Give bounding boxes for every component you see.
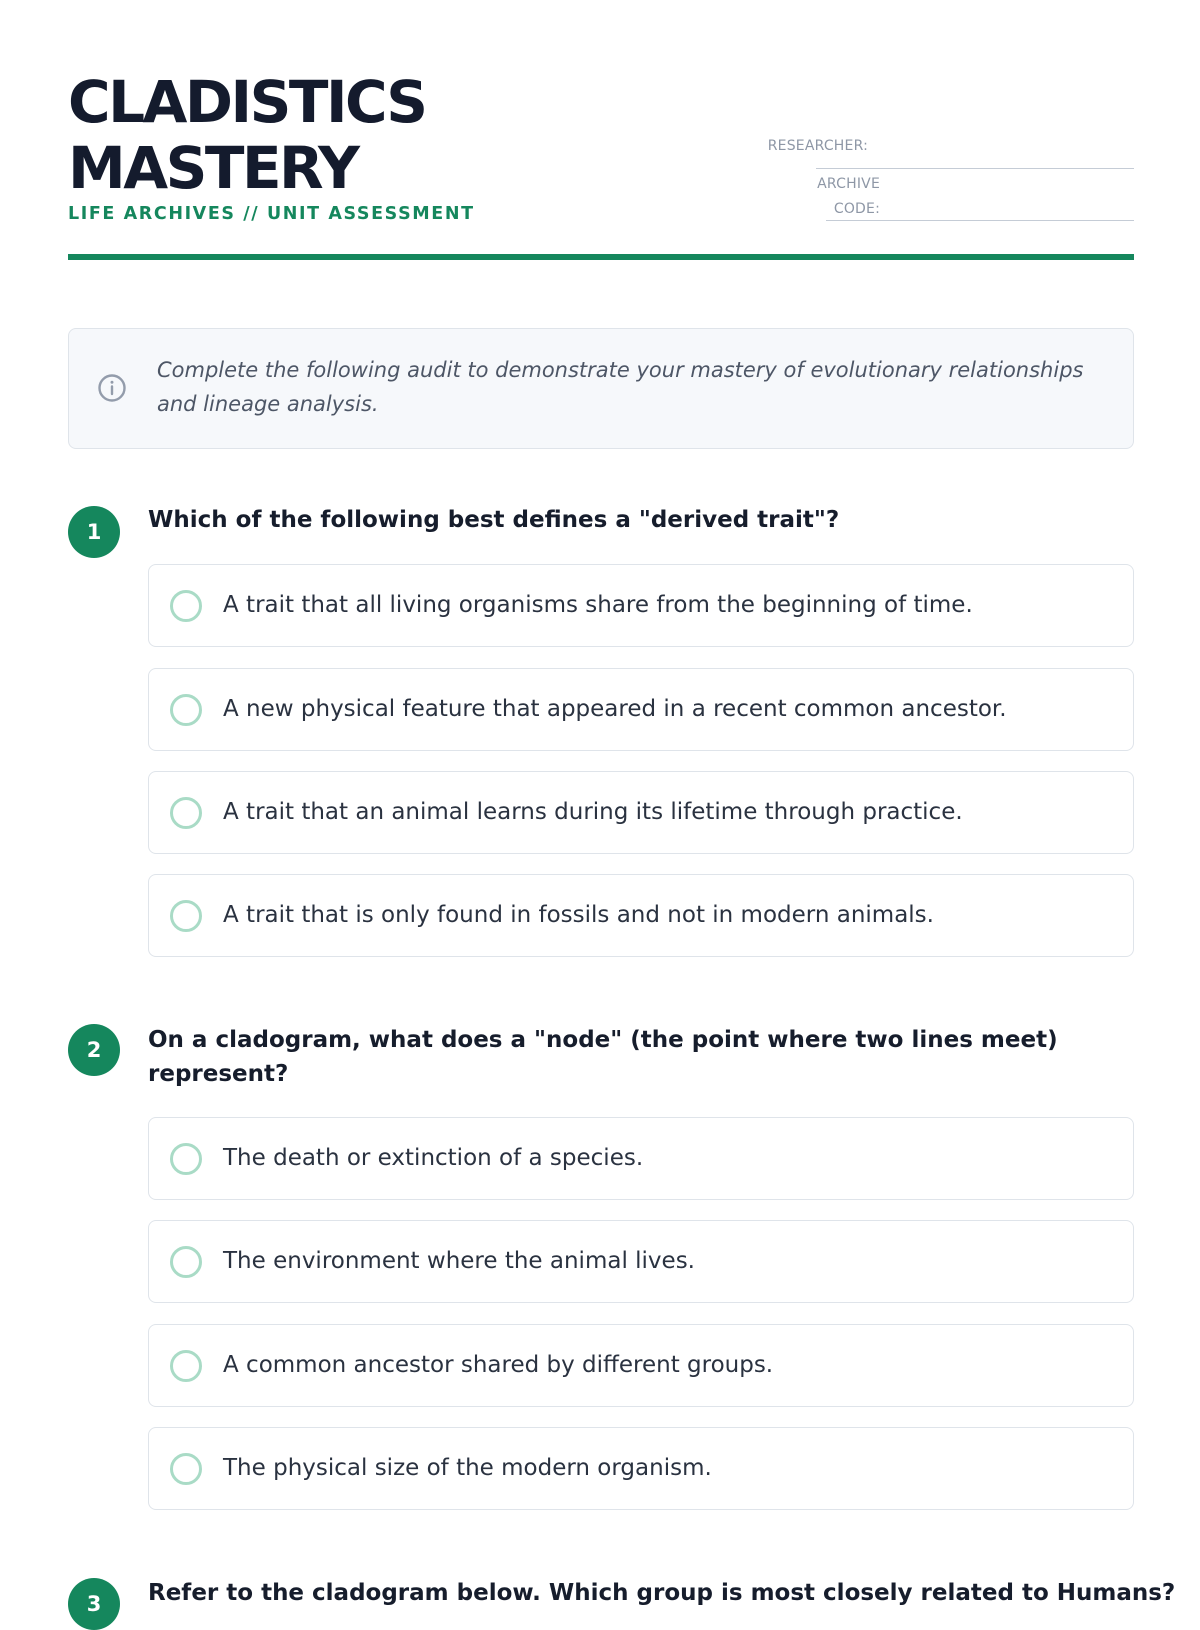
answer-option[interactable] bbox=[148, 1220, 1134, 1303]
question-number-badge: 3 bbox=[68, 1578, 120, 1630]
header-divider bbox=[68, 254, 1134, 260]
researcher-field[interactable] bbox=[816, 168, 1134, 169]
archive-code-field[interactable] bbox=[826, 220, 1134, 221]
radio-button[interactable] bbox=[170, 1350, 202, 1382]
answer-option[interactable] bbox=[148, 1324, 1134, 1407]
answer-option[interactable] bbox=[148, 874, 1134, 957]
radio-button[interactable] bbox=[170, 900, 202, 932]
radio-button[interactable] bbox=[170, 1143, 202, 1175]
answer-option[interactable] bbox=[148, 668, 1134, 751]
answer-option[interactable] bbox=[148, 771, 1134, 854]
answer-option[interactable] bbox=[148, 1427, 1134, 1510]
instructions-box bbox=[68, 328, 1134, 449]
radio-button[interactable] bbox=[170, 694, 202, 726]
researcher-label: RESEARCHER: bbox=[767, 138, 868, 154]
answer-option-label: The physical size of the modern organism. bbox=[223, 1455, 712, 1481]
answer-option-label: A trait that is only found in fossils and not in modern animals. bbox=[223, 902, 934, 928]
radio-button[interactable] bbox=[170, 1246, 202, 1278]
question-number-badge: 2 bbox=[68, 1024, 120, 1076]
answer-option-label: The death or extinction of a species. bbox=[223, 1145, 644, 1171]
radio-button[interactable] bbox=[170, 797, 202, 829]
archive-code-label-line-2: CODE: bbox=[833, 201, 880, 217]
question-text: Refer to the cladogram below. Which group is most closely related to Humans? bbox=[148, 1580, 1176, 1606]
page-title-line-1: CLADISTICS bbox=[68, 68, 426, 136]
archive-code-label-line-1: ARCHIVE bbox=[817, 176, 880, 192]
answer-option-label: The environment where the animal lives. bbox=[223, 1248, 695, 1274]
answer-option[interactable] bbox=[148, 1117, 1134, 1200]
question-text: On a cladogram, what does a "node" (the point where two lines meet) represent? bbox=[148, 1027, 1058, 1087]
answer-option-label: A trait that all living organisms share from the beginning of time. bbox=[223, 592, 973, 618]
answer-option-label: A common ancestor shared by different groups. bbox=[223, 1352, 774, 1378]
answer-option-label: A new physical feature that appeared in a recent common ancestor. bbox=[223, 696, 1007, 722]
page-subtitle: LIFE ARCHIVES // UNIT ASSESSMENT bbox=[68, 204, 475, 224]
radio-button[interactable] bbox=[170, 1453, 202, 1485]
question-text: Which of the following best defines a "derived trait"? bbox=[148, 507, 840, 533]
answer-option-label: A trait that an animal learns during its lifetime through practice. bbox=[223, 799, 963, 825]
answer-option[interactable] bbox=[148, 564, 1134, 647]
page-title-line-2: MASTERY bbox=[68, 134, 358, 202]
worksheet-header bbox=[68, 70, 1134, 256]
instructions-text: Complete the following audit to demonstrate your mastery of evolutionary relationships and lineage analysis. bbox=[157, 358, 1084, 416]
info-circle-icon bbox=[98, 374, 126, 402]
radio-button[interactable] bbox=[170, 590, 202, 622]
question-number-badge: 1 bbox=[68, 506, 120, 558]
